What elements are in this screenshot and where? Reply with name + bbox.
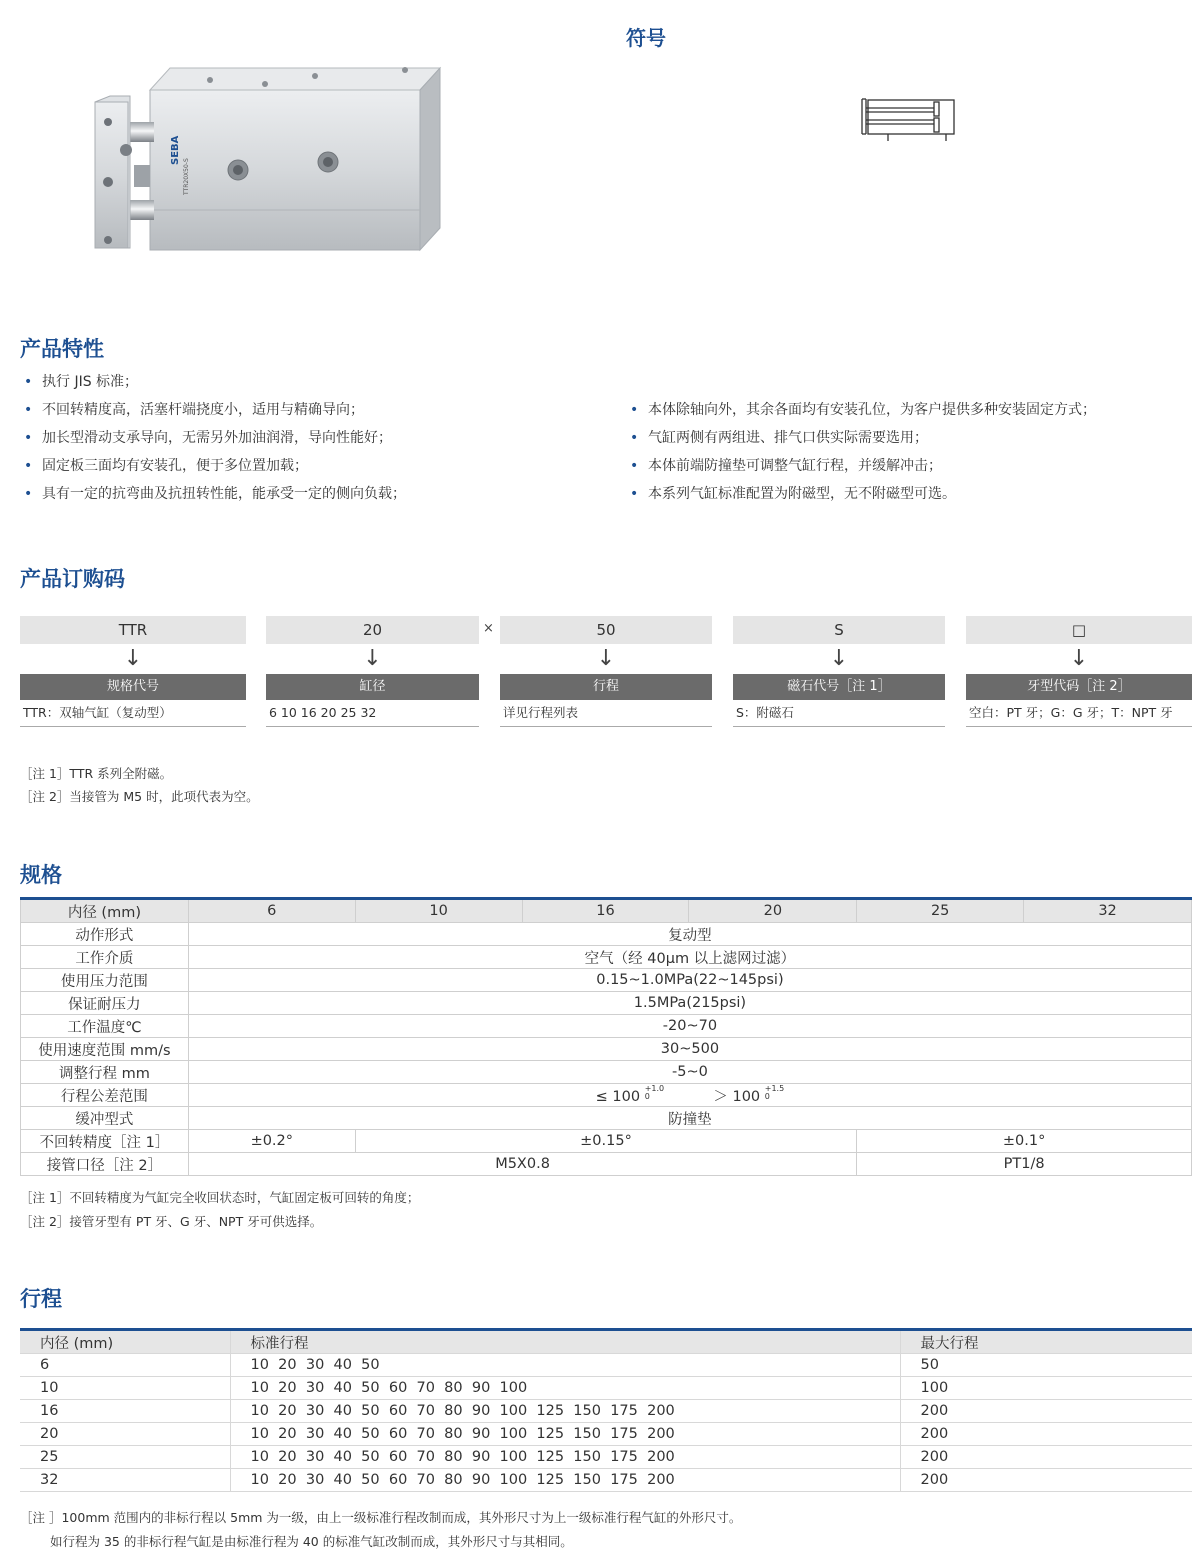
stroke-row — [20, 1377, 1192, 1400]
spec-row — [21, 992, 1192, 1015]
stroke-standard: 10 20 30 40 50 60 70 80 90 100 125 150 175 200 — [230, 1423, 900, 1446]
tolerance-b-prefix: ＞ 100 — [713, 1088, 761, 1105]
tolerance-lower: 0 — [764, 1091, 770, 1101]
spec-header-cell: 20 — [689, 899, 857, 923]
spec-header-cell: 10 — [355, 899, 522, 923]
spec-header-cell: 25 — [857, 899, 1024, 923]
stroke-standard: 10 20 30 40 50 — [230, 1354, 900, 1377]
spec-row-value: PT1/8 — [857, 1153, 1192, 1176]
stroke-bore: 20 — [20, 1423, 230, 1446]
order-code-part-stroke — [500, 616, 712, 727]
feature-item: • 气缸两侧有两组进、排气口供实际需要选用； — [626, 424, 1096, 452]
feature-item: • 本体前端防撞垫可调整气缸行程，并缓解冲击； — [626, 452, 1096, 480]
code-label: 缸径 — [266, 674, 479, 700]
spec-row-label: 调整行程 mm — [21, 1061, 189, 1084]
spec-header-cell: 6 — [188, 899, 355, 923]
code-label: 磁石代号［注 1］ — [733, 674, 945, 700]
stroke-bore: 32 — [20, 1469, 230, 1492]
feature-item: • 不回转精度高，活塞杆端挠度小，适用与精确导向； — [20, 396, 406, 424]
cylinder-symbol-icon — [858, 96, 958, 142]
spec-row-label: 工作介质 — [21, 946, 189, 969]
feature-item: • 本系列气缸标准配置为附磁型，无不附磁型可选。 — [626, 480, 1096, 508]
spec-header-cell: 16 — [522, 899, 689, 923]
spec-row-value: 0.15~1.0MPa(22~145psi) — [188, 969, 1191, 992]
spec-header-cell: 内径 (mm) — [21, 899, 189, 923]
spec-header-cell: 32 — [1024, 899, 1192, 923]
pneumatic-symbol — [858, 96, 958, 146]
tolerance-a-prefix: ≤ 100 — [595, 1088, 641, 1105]
order-note-1: ［注 1］TTR 系列全附磁。 — [20, 766, 173, 781]
spec-row-label: 使用速度范围 mm/s — [21, 1038, 189, 1061]
stroke-header-cell: 最大行程 — [900, 1330, 1192, 1354]
spec-row-label: 保证耐压力 — [21, 992, 189, 1015]
spec-row-value: ±0.2° — [188, 1130, 355, 1153]
order-code-title: 产品订购码 — [20, 567, 125, 591]
spec-row — [21, 1130, 1192, 1153]
stroke-max: 100 — [900, 1377, 1192, 1400]
code-separator: × — [483, 621, 494, 636]
down-arrow-icon: ↓ — [123, 646, 143, 671]
code-value: TTR — [20, 616, 246, 644]
order-code-part-bore — [266, 616, 479, 727]
features-list-left — [20, 368, 406, 508]
code-label: 行程 — [500, 674, 712, 700]
spec-table — [20, 897, 1192, 1176]
spec-row-value: 防撞垫 — [188, 1107, 1191, 1130]
cylinder-illustration — [90, 60, 450, 260]
order-code-part-spec — [20, 616, 246, 727]
tolerance-upper: +1.0 — [644, 1083, 665, 1093]
brand-label: SEBA — [170, 135, 181, 165]
code-desc: TTR：双轴气缸（复动型） — [20, 700, 246, 727]
spec-row — [21, 946, 1192, 969]
tolerance-a-limits — [645, 1085, 664, 1101]
product-image — [90, 60, 450, 260]
spec-row-value: M5X0.8 — [188, 1153, 856, 1176]
stroke-row — [20, 1469, 1192, 1492]
stroke-row — [20, 1400, 1192, 1423]
down-arrow-icon: ↓ — [829, 646, 849, 671]
down-arrow-icon: ↓ — [363, 646, 382, 671]
order-code-part-magnet — [733, 616, 945, 727]
spec-header-row — [21, 899, 1192, 923]
down-arrow-icon: ↓ — [596, 646, 616, 671]
feature-item: • 执行 JIS 标准； — [20, 368, 406, 396]
stroke-title: 行程 — [20, 1287, 62, 1311]
stroke-standard: 10 20 30 40 50 60 70 80 90 100 — [230, 1377, 900, 1400]
spec-row-label: 缓冲型式 — [21, 1107, 189, 1130]
stroke-note-2: 如行程为 35 的非标行程气缸是由标准行程为 40 的标准气缸改制而成，其外形尺寸与其相同。 — [50, 1534, 573, 1549]
spec-note-1: ［注 1］不回转精度为气缸完全收回状态时，气缸固定板可回转的角度； — [20, 1190, 420, 1205]
spec-row-label: 行程公差范围 — [21, 1084, 189, 1107]
stroke-header-cell: 标准行程 — [230, 1330, 900, 1354]
tolerance-upper: +1.5 — [764, 1083, 785, 1093]
code-value: 20 — [266, 616, 479, 644]
stroke-bore: 10 — [20, 1377, 230, 1400]
spec-row-value: 复动型 — [188, 923, 1191, 946]
stroke-bore: 6 — [20, 1354, 230, 1377]
spec-note-2: ［注 2］接管牙型有 PT 牙、G 牙、NPT 牙可供选择。 — [20, 1214, 323, 1229]
spec-title: 规格 — [20, 863, 62, 887]
code-value: □ — [966, 616, 1192, 644]
spec-row-value: 30~500 — [188, 1038, 1191, 1061]
tolerance-b-limits — [765, 1085, 784, 1101]
feature-item: • 加长型滑动支承导向，无需另外加油润滑，导向性能好； — [20, 424, 406, 452]
spec-row-value: 空气（经 40μm 以上滤网过滤） — [188, 946, 1191, 969]
stroke-row — [20, 1354, 1192, 1377]
spec-row-tolerance — [21, 1084, 1192, 1107]
spec-row-label: 动作形式 — [21, 923, 189, 946]
spec-row-value: -20~70 — [188, 1015, 1191, 1038]
stroke-bore: 25 — [20, 1446, 230, 1469]
code-desc: 空白：PT 牙；G：G 牙；T：NPT 牙 — [966, 700, 1192, 727]
spec-row — [21, 969, 1192, 992]
order-code-part-thread — [966, 616, 1192, 727]
stroke-bore: 16 — [20, 1400, 230, 1423]
order-note-2: ［注 2］当接管为 M5 时，此项代表为空。 — [20, 789, 259, 804]
stroke-table — [20, 1328, 1192, 1492]
stroke-max: 200 — [900, 1423, 1192, 1446]
symbol-title: 符号 — [626, 26, 666, 50]
down-arrow-icon: ↓ — [1069, 646, 1089, 671]
code-desc: S：附磁石 — [733, 700, 945, 727]
stroke-row — [20, 1423, 1192, 1446]
feature-item: • 具有一定的抗弯曲及抗扭转性能，能承受一定的侧向负载； — [20, 480, 406, 508]
code-value: 50 — [500, 616, 712, 644]
spec-row-value — [188, 1084, 1191, 1107]
code-desc: 详见行程列表 — [500, 700, 712, 727]
spec-row-label: 不回转精度［注 1］ — [21, 1130, 189, 1153]
code-label: 规格代号 — [20, 674, 246, 700]
spec-row — [21, 1015, 1192, 1038]
spec-row-label: 使用压力范围 — [21, 969, 189, 992]
spec-row — [21, 1061, 1192, 1084]
code-value: S — [733, 616, 945, 644]
spec-row — [21, 1107, 1192, 1130]
feature-item: • 本体除轴向外，其余各面均有安装孔位，为客户提供多种安装固定方式； — [626, 396, 1096, 424]
spec-row-label: 接管口径［注 2］ — [21, 1153, 189, 1176]
spec-row-value: ±0.1° — [857, 1130, 1192, 1153]
tolerance-lower: 0 — [644, 1091, 650, 1101]
model-label: TTR20X50-S — [183, 158, 190, 195]
stroke-note-1: ［注 ］100mm 范围内的非标行程以 5mm 为一级，由上一级标准行程改制而成，其外形尺寸为上一级标准行程气缸的外形尺寸。 — [20, 1510, 742, 1525]
code-label: 牙型代码［注 2］ — [966, 674, 1192, 700]
stroke-header-row — [20, 1330, 1192, 1354]
spec-row — [21, 1153, 1192, 1176]
stroke-standard: 10 20 30 40 50 60 70 80 90 100 125 150 175 200 — [230, 1469, 900, 1492]
spec-row-label: 工作温度℃ — [21, 1015, 189, 1038]
spec-row-value: 1.5MPa(215psi) — [188, 992, 1191, 1015]
stroke-row — [20, 1446, 1192, 1469]
features-list-right — [626, 396, 1096, 508]
stroke-standard: 10 20 30 40 50 60 70 80 90 100 125 150 175 200 — [230, 1446, 900, 1469]
features-title: 产品特性 — [20, 337, 104, 361]
spec-row-value: ±0.15° — [355, 1130, 857, 1153]
stroke-max: 200 — [900, 1400, 1192, 1423]
code-desc: 6 10 16 20 25 32 — [266, 700, 479, 727]
feature-item: • 固定板三面均有安装孔，便于多位置加载； — [20, 452, 406, 480]
spec-row — [21, 923, 1192, 946]
stroke-standard: 10 20 30 40 50 60 70 80 90 100 125 150 175 200 — [230, 1400, 900, 1423]
spec-row — [21, 1038, 1192, 1061]
stroke-header-cell: 内径 (mm) — [20, 1330, 230, 1354]
spec-row-value: -5~0 — [188, 1061, 1191, 1084]
stroke-max: 200 — [900, 1446, 1192, 1469]
stroke-max: 50 — [900, 1354, 1192, 1377]
stroke-max: 200 — [900, 1469, 1192, 1492]
